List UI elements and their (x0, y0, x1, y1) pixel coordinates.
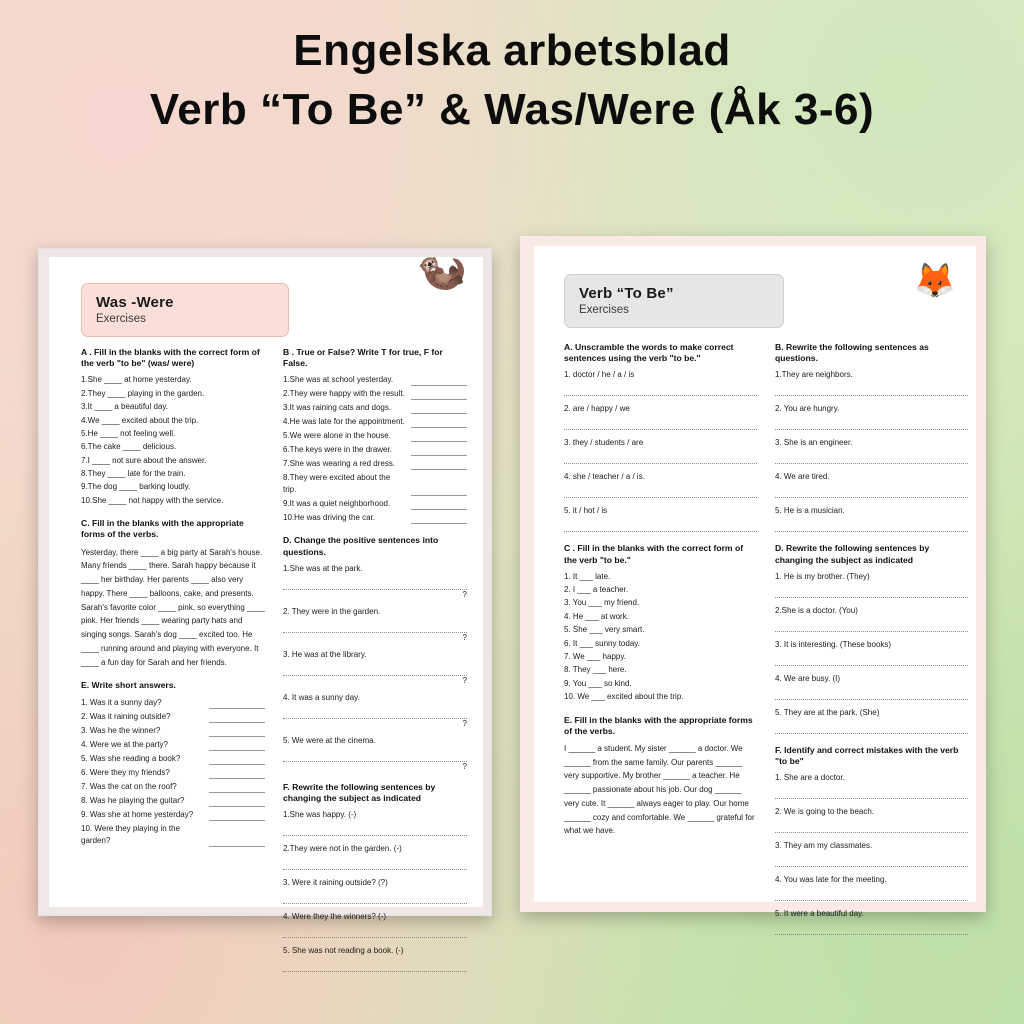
question: 6. Were they my friends? (81, 767, 170, 777)
section-b-right-heading: B. Rewrite the following sentences as questions. (775, 342, 929, 364)
section-e-right-paragraph: I ______ a student. My sister ______ a doctor. We ______ from the same family. Our parents ______ very supportive. My brother ______ a teacher. He ______ passionate about his job. Our dog ______ very cute. It ______ always eager to play. Our home ______ cozy and comfortable. We ______ grateful for what we have. (564, 743, 755, 836)
question-block (775, 605, 968, 632)
question: 5. It were a beautiful day. (775, 909, 864, 919)
answer-line[interactable] (283, 708, 467, 719)
left-column-1 (81, 347, 265, 983)
question-block (283, 945, 467, 972)
question: 5. We were at the cinema. (283, 735, 376, 745)
section-b-left (283, 347, 467, 524)
question: 1.She ____ at home yesterday. (81, 375, 192, 385)
question: 2. I ___ a teacher. (564, 585, 629, 595)
question: 6.The keys were in the drawer. (283, 445, 392, 455)
answer-line[interactable] (411, 446, 467, 456)
question-row (283, 402, 467, 414)
answer-line[interactable] (775, 856, 968, 867)
question: 1. Was it a sunny day? (81, 697, 162, 707)
answer-line[interactable] (775, 723, 968, 734)
worksheet-verb-to-be (520, 236, 986, 919)
question: 7. We ___ happy. (564, 652, 626, 662)
section-c-left-heading: C. Fill in the blanks with the appropriate forms of the verbs. (81, 518, 244, 540)
worksheet-right-title: Verb “To Be” (579, 285, 674, 302)
question: 7.She was wearing a red dress. (283, 459, 396, 469)
answer-line[interactable] (411, 404, 467, 414)
answer-line[interactable] (283, 579, 467, 590)
section-f-right-heading: F. Identify and correct mistakes with the verb "to be" (775, 744, 959, 766)
question: 7. Was the cat on the roof? (81, 781, 177, 791)
question-block (283, 911, 467, 938)
question-block (775, 403, 968, 430)
question: 9.The dog ____ barking loudly. (81, 482, 191, 492)
section-b-right (775, 342, 968, 532)
question: 5. He is a musician. (775, 506, 845, 516)
question: 4.We ____ excited about the trip. (81, 415, 199, 425)
question-block (283, 692, 467, 728)
answer-line[interactable] (775, 655, 968, 666)
question-block (775, 471, 968, 498)
answer-line[interactable] (775, 385, 968, 396)
question-row (81, 697, 265, 709)
section-e-right-heading: E. Fill in the blanks with the appropriate forms of the verbs. (564, 714, 753, 736)
section-f-left-heading: F. Rewrite the following sentences by changing the subject as indicated (283, 781, 436, 803)
question-row (283, 444, 467, 456)
answer-line[interactable] (775, 822, 968, 833)
answer-line[interactable] (411, 418, 467, 428)
answer-line[interactable] (283, 665, 467, 676)
answer-line[interactable] (775, 419, 968, 430)
answer-line[interactable] (209, 699, 265, 709)
answer-line[interactable] (209, 769, 265, 779)
section-f-left (283, 782, 467, 972)
section-d-left (283, 535, 467, 770)
question: 5. She was not reading a book. (-) (283, 946, 404, 956)
answer-line[interactable] (209, 837, 265, 847)
answer-line[interactable] (209, 713, 265, 723)
question-row (283, 498, 467, 510)
question-block (775, 772, 968, 799)
question: 5. Was she reading a book? (81, 753, 181, 763)
section-e-left (81, 680, 265, 846)
question: 2.They were happy with the result. (283, 389, 405, 399)
question-block (283, 843, 467, 870)
answer-line[interactable] (283, 927, 467, 938)
section-c-right (564, 543, 757, 703)
question-row (81, 823, 265, 847)
section-d-left-heading: D. Change the positive sentences into questions. (283, 535, 439, 557)
title-line-2: Verb “To Be” & Was/Were (Åk 3-6) (149, 84, 875, 134)
question: 2.She is a doctor. (You) (775, 605, 858, 615)
question-block (283, 563, 467, 599)
question: 1.She was happy. (-) (283, 810, 357, 820)
question-mark: ? (462, 632, 467, 642)
question: 4. It was a sunny day. (283, 692, 360, 702)
answer-line[interactable] (411, 514, 467, 524)
worksheet-right-subtitle: Exercises (579, 304, 629, 316)
answer-line[interactable] (564, 419, 757, 430)
question-block (775, 908, 968, 935)
answer-line[interactable] (411, 376, 467, 386)
page-title (0, 26, 1024, 135)
question-row (81, 739, 265, 751)
question-block (283, 606, 467, 642)
question: 3. Were it raining outside? (?) (283, 878, 388, 888)
section-a-left-heading: A . Fill in the blanks with the correct form of the verb "to be" (was/ were) (81, 347, 260, 369)
question-block (283, 735, 467, 771)
question-block (775, 369, 968, 396)
question: 6. It ___ sunny today. (564, 638, 640, 648)
question-row (81, 767, 265, 779)
question-block (564, 471, 757, 498)
question-block (283, 809, 467, 836)
question: 3. It is interesting. (These books) (775, 639, 892, 649)
question: 4. Were we at the party? (81, 739, 169, 749)
question-mark: ? (462, 589, 467, 599)
worksheet-left-header (81, 283, 289, 337)
question: 10. We ___ excited about the trip. (564, 692, 684, 702)
section-a-left (81, 347, 265, 507)
question: 10. Were they playing in the garden? (81, 823, 181, 845)
question-block (775, 707, 968, 734)
section-c-left-paragraph: Yesterday, there ____ a big party at Sarah's house. Many friends ____ there. Sarah happy because it ____ her birthday. Her parents ____ also very happy. There ____ balloons, cake, and presents. Sarah's favorite color ____ pink, so everything ____ pink. Her friends ____ wearing party hats and singing songs. Sarah's dog ____ excited too. He ____ running around and playing with everyone. It ____ a fun day for Sarah and her friends. (81, 547, 265, 667)
fox-icon: 🦊 (913, 262, 956, 300)
question: 8.They were excited about the trip. (283, 473, 391, 495)
question-block (564, 403, 757, 430)
worksheet-right-header (564, 274, 784, 328)
question-block (775, 806, 968, 833)
answer-line[interactable] (411, 500, 467, 510)
question: 8. Was he playing the guitar? (81, 795, 185, 805)
answer-line[interactable] (564, 487, 757, 498)
question: 10.She ____ not happy with the service. (81, 495, 224, 505)
question-block (775, 639, 968, 666)
question: 5.He ____ not feeling well. (81, 428, 176, 438)
answer-line[interactable] (564, 521, 757, 532)
question-row (81, 809, 265, 821)
answer-line[interactable] (209, 811, 265, 821)
question: 4. We are busy. (I) (775, 673, 841, 683)
question: 3. Was he the winner? (81, 725, 161, 735)
question: 4. We are tired. (775, 472, 830, 482)
answer-line[interactable] (283, 622, 467, 633)
question: 1. She are a doctor. (775, 773, 845, 783)
section-f-right (775, 745, 968, 935)
answer-line[interactable] (209, 727, 265, 737)
answer-line[interactable] (283, 859, 467, 870)
section-e-right (564, 715, 757, 839)
section-d-right-heading: D. Rewrite the following sentences by changing the subject as indicated (775, 543, 930, 565)
question-row (283, 416, 467, 428)
answer-line[interactable] (775, 521, 968, 532)
question-block (775, 673, 968, 700)
worksheet-left-subtitle: Exercises (96, 313, 146, 325)
question-row (81, 781, 265, 793)
question-mark: ? (462, 675, 467, 685)
answer-line[interactable] (411, 460, 467, 470)
worksheet-left-title: Was -Were (96, 294, 174, 311)
section-a-right-heading: A. Unscramble the words to make correct sentences using the verb "to be." (564, 342, 734, 364)
answer-line[interactable] (775, 890, 968, 901)
question-row (283, 430, 467, 442)
question: 2. We is going to the beach. (775, 807, 875, 817)
answer-line[interactable] (775, 621, 968, 632)
answer-line[interactable] (564, 385, 757, 396)
question: 8.They ____ late for the train. (81, 469, 186, 479)
question: 2. They were in the garden. (283, 606, 381, 616)
question-row (283, 388, 467, 400)
answer-line[interactable] (411, 432, 467, 442)
right-column-1 (564, 342, 757, 946)
question: 3. She is an engineer. (775, 438, 853, 448)
answer-line[interactable] (775, 689, 968, 700)
question: 7.I ____ not sure about the answer. (81, 455, 207, 465)
question: 1. He is my brother. (They) (775, 571, 870, 581)
answer-line[interactable] (209, 755, 265, 765)
question: 3.It ____ a beautiful day. (81, 402, 169, 412)
question-row (81, 795, 265, 807)
right-column-2 (775, 342, 968, 946)
question: 4. she / teacher / a / is. (564, 472, 645, 482)
question-block (283, 877, 467, 904)
question: 1. doctor / he / a / is (564, 370, 635, 380)
question: 1.She was at the park. (283, 563, 363, 573)
question-row (283, 512, 467, 524)
question: 9.It was a quiet neighborhood. (283, 499, 391, 509)
question: 1.She was at school yesterday. (283, 375, 394, 385)
answer-line[interactable] (775, 587, 968, 598)
answer-line[interactable] (775, 924, 968, 935)
question-row (283, 472, 467, 496)
question: 10.He was driving the car. (283, 513, 376, 523)
question: 3.It was raining cats and dogs. (283, 403, 392, 413)
section-c-right-heading: C . Fill in the blanks with the correct form of the verb "to be." (564, 543, 744, 565)
question: 5. She ___ very smart. (564, 625, 645, 635)
question-row (283, 374, 467, 386)
question: 5.We were alone in the house. (283, 431, 391, 441)
question-block (283, 649, 467, 685)
answer-line[interactable] (283, 961, 467, 972)
question-block (564, 369, 757, 396)
question: 3. You ___ my friend. (564, 598, 640, 608)
answer-line[interactable] (775, 788, 968, 799)
question: 3. He was at the library. (283, 649, 367, 659)
question: 2. You are hungry. (775, 404, 840, 414)
answer-line[interactable] (283, 893, 467, 904)
question: 1. It ___ late. (564, 571, 611, 581)
question: 9. You ___ so kind. (564, 678, 632, 688)
question-mark: ? (462, 761, 467, 771)
section-b-left-heading: B . True or False? Write T for true, F for False. (283, 347, 443, 369)
answer-line[interactable] (411, 390, 467, 400)
question: 5. They are at the park. (She) (775, 707, 880, 717)
question: 9. Was she at home yesterday? (81, 809, 194, 819)
question: 3. they / students / are (564, 438, 644, 448)
question: 2.They were not in the garden. (-) (283, 844, 402, 854)
question: 2. Was it raining outside? (81, 711, 171, 721)
answer-line[interactable] (775, 453, 968, 464)
question-row (81, 753, 265, 765)
section-c-left (81, 518, 265, 669)
question-block (775, 840, 968, 867)
section-a-right (564, 342, 757, 532)
question-block (775, 437, 968, 464)
question: 4.He was late for the appointment. (283, 417, 405, 427)
question: 8. They ___ here. (564, 665, 627, 675)
answer-line[interactable] (411, 486, 467, 496)
worksheet-was-were (38, 248, 492, 956)
question: 3. They am my classmates. (775, 841, 873, 851)
question: 6.The cake ____ delicious. (81, 442, 177, 452)
answer-line[interactable] (283, 751, 467, 762)
question-block (775, 505, 968, 532)
answer-line[interactable] (209, 783, 265, 793)
answer-line[interactable] (564, 453, 757, 464)
question: 4. You was late for the meeting. (775, 875, 887, 885)
answer-line[interactable] (775, 487, 968, 498)
question: 2. are / happy / we (564, 404, 630, 414)
question: 4. Were they the winners? (-) (283, 912, 387, 922)
title-line-1: Engelska arbetsblad (293, 26, 731, 75)
question-block (775, 874, 968, 901)
question-row (81, 711, 265, 723)
section-e-left-heading: E. Write short answers. (81, 680, 176, 691)
answer-line[interactable] (209, 741, 265, 751)
section-d-right (775, 543, 968, 733)
question: 5. it / hot / is (564, 506, 608, 516)
question-block (775, 571, 968, 598)
question-block (564, 437, 757, 464)
question-block (564, 505, 757, 532)
question-row (81, 725, 265, 737)
question: 2.They ____ playing in the garden. (81, 388, 205, 398)
question: 1.They are neighbors. (775, 370, 853, 380)
answer-line[interactable] (283, 825, 467, 836)
left-column-2 (283, 347, 467, 983)
question-row (283, 458, 467, 470)
question-mark: ? (462, 718, 467, 728)
question: 4. He ___ at work. (564, 611, 629, 621)
otter-icon: 🦦 (417, 249, 467, 293)
answer-line[interactable] (209, 797, 265, 807)
